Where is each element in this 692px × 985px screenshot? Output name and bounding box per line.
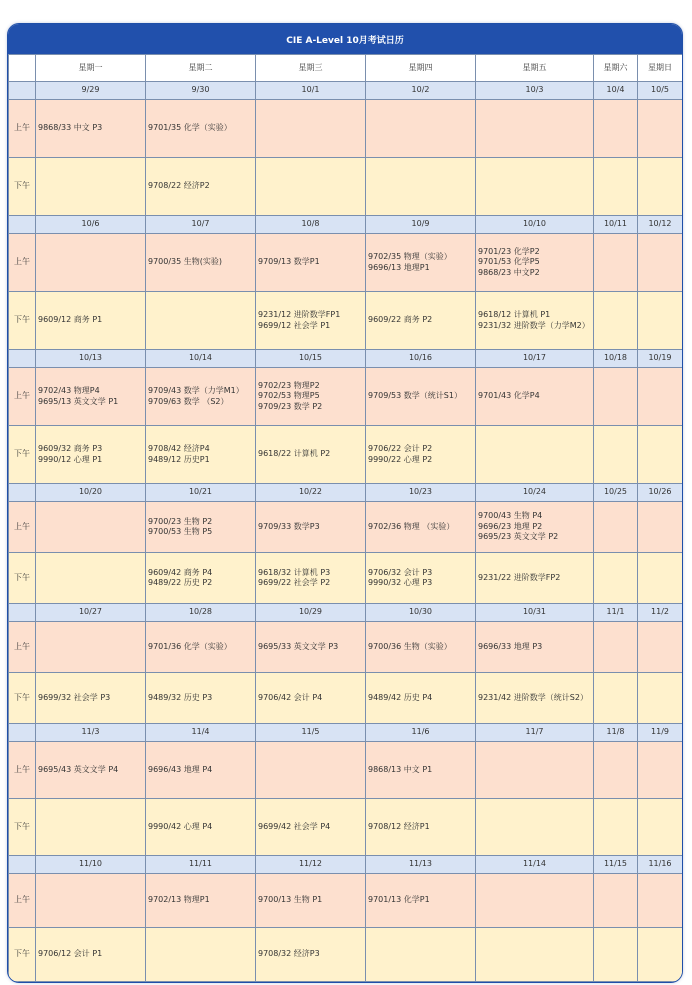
exam-slot bbox=[146, 426, 256, 484]
exam-entry: 9700/43 生物 P4 bbox=[478, 511, 543, 521]
exam-entry: 9990/42 心理 P4 bbox=[148, 821, 213, 831]
date-cell: 10/20 bbox=[36, 484, 146, 502]
morning-label: 上午 bbox=[9, 368, 36, 426]
date-cell: 10/1 bbox=[256, 82, 366, 100]
exam-calendar bbox=[7, 23, 683, 983]
exam-slot bbox=[638, 673, 683, 724]
exam-entry: 9695/13 英文文学 P1 bbox=[38, 396, 119, 406]
exam-entry: 9702/53 物理P5 bbox=[258, 391, 320, 401]
exam-slot bbox=[594, 622, 638, 673]
exam-entry: 9990/32 心理 P3 bbox=[368, 578, 433, 587]
exam-slot bbox=[476, 874, 594, 928]
exam-slot bbox=[36, 553, 146, 604]
week-date-row bbox=[9, 856, 683, 874]
calendar-table bbox=[8, 54, 683, 982]
morning-row bbox=[9, 622, 683, 673]
exam-slot bbox=[146, 553, 256, 604]
date-cell: 10/26 bbox=[638, 484, 683, 502]
exam-slot bbox=[36, 368, 146, 426]
date-row-spacer bbox=[9, 216, 36, 234]
exam-slot bbox=[256, 622, 366, 673]
date-cell: 11/7 bbox=[476, 724, 594, 742]
exam-slot bbox=[638, 799, 683, 856]
exam-slot bbox=[594, 928, 638, 982]
exam-slot bbox=[638, 158, 683, 216]
exam-entry: 9701/23 化学P2 bbox=[478, 246, 540, 256]
exam-entry: 9489/32 历史 P3 bbox=[148, 692, 213, 702]
exam-entry: 9702/35 物理（实验） bbox=[368, 252, 452, 262]
date-cell: 11/6 bbox=[366, 724, 476, 742]
exam-entry: 9706/12 会计 P1 bbox=[38, 949, 103, 959]
exam-slot bbox=[256, 100, 366, 158]
exam-slot bbox=[366, 158, 476, 216]
afternoon-label: 下午 bbox=[9, 158, 36, 216]
date-row-spacer bbox=[9, 484, 36, 502]
exam-entry: 9709/43 数学（力学M1） bbox=[148, 386, 244, 396]
date-cell: 10/19 bbox=[638, 350, 683, 368]
date-cell: 11/16 bbox=[638, 856, 683, 874]
date-cell: 10/30 bbox=[366, 604, 476, 622]
exam-entry: 9702/23 物理P2 bbox=[258, 380, 320, 390]
morning-row bbox=[9, 234, 683, 292]
morning-label: 上午 bbox=[9, 234, 36, 292]
exam-entry: 9709/23 数学 P2 bbox=[258, 401, 323, 411]
exam-slot bbox=[594, 742, 638, 799]
date-row-spacer bbox=[9, 856, 36, 874]
exam-entry: 9709/53 数学（统计S1） bbox=[368, 391, 462, 401]
exam-slot bbox=[256, 234, 366, 292]
date-cell: 10/2 bbox=[366, 82, 476, 100]
week-date-row bbox=[9, 724, 683, 742]
afternoon-label: 下午 bbox=[9, 799, 36, 856]
exam-slot bbox=[476, 799, 594, 856]
date-cell: 10/10 bbox=[476, 216, 594, 234]
date-row-spacer bbox=[9, 82, 36, 100]
date-cell: 11/3 bbox=[36, 724, 146, 742]
exam-slot bbox=[256, 742, 366, 799]
exam-slot bbox=[476, 292, 594, 350]
exam-entry: 9699/12 社会学 P1 bbox=[258, 320, 331, 330]
morning-row bbox=[9, 502, 683, 553]
date-cell: 10/23 bbox=[366, 484, 476, 502]
exam-slot bbox=[476, 234, 594, 292]
weekday-header: 星期日 bbox=[638, 55, 683, 82]
exam-slot bbox=[366, 928, 476, 982]
weekday-header: 星期一 bbox=[36, 55, 146, 82]
exam-entry: 9699/42 社会学 P4 bbox=[258, 821, 331, 831]
exam-entry: 9706/22 会计 P2 bbox=[368, 444, 433, 454]
date-cell: 10/27 bbox=[36, 604, 146, 622]
date-cell: 11/13 bbox=[366, 856, 476, 874]
exam-entry: 9231/32 进阶数学（力学M2） bbox=[478, 320, 590, 330]
exam-entry: 9609/42 商务 P4 bbox=[148, 567, 213, 577]
date-row-spacer bbox=[9, 724, 36, 742]
exam-entry: 9701/13 化学P1 bbox=[368, 895, 430, 905]
exam-entry: 9489/22 历史 P2 bbox=[148, 578, 213, 587]
exam-slot bbox=[146, 799, 256, 856]
date-cell: 11/1 bbox=[594, 604, 638, 622]
exam-entry: 9700/36 生物（实验） bbox=[368, 641, 452, 651]
exam-slot bbox=[366, 874, 476, 928]
exam-slot bbox=[476, 100, 594, 158]
date-cell: 11/4 bbox=[146, 724, 256, 742]
exam-slot bbox=[476, 426, 594, 484]
exam-entry: 9231/22 进阶数学FP2 bbox=[478, 572, 561, 582]
exam-slot bbox=[366, 502, 476, 553]
exam-slot bbox=[146, 742, 256, 799]
exam-slot bbox=[366, 100, 476, 158]
exam-slot bbox=[36, 622, 146, 673]
exam-entry: 9990/22 心理 P2 bbox=[368, 454, 433, 464]
exam-slot bbox=[146, 292, 256, 350]
exam-slot bbox=[638, 426, 683, 484]
exam-slot bbox=[638, 292, 683, 350]
exam-entry: 9609/22 商务 P2 bbox=[368, 315, 433, 325]
afternoon-row bbox=[9, 673, 683, 724]
date-cell: 10/9 bbox=[366, 216, 476, 234]
morning-row bbox=[9, 368, 683, 426]
morning-row bbox=[9, 874, 683, 928]
week-date-row bbox=[9, 350, 683, 368]
exam-entry: 9708/12 经济P1 bbox=[368, 821, 430, 831]
date-cell: 10/7 bbox=[146, 216, 256, 234]
exam-slot bbox=[256, 426, 366, 484]
exam-slot bbox=[638, 874, 683, 928]
exam-entry: 9700/23 生物 P2 bbox=[148, 516, 213, 526]
exam-entry: 9868/33 中文 P3 bbox=[38, 123, 103, 133]
afternoon-label: 下午 bbox=[9, 292, 36, 350]
exam-entry: 9696/13 地理P1 bbox=[368, 262, 430, 272]
exam-entry: 9695/23 英文文学 P2 bbox=[478, 532, 559, 542]
date-cell: 11/8 bbox=[594, 724, 638, 742]
date-cell: 11/5 bbox=[256, 724, 366, 742]
exam-slot bbox=[594, 368, 638, 426]
exam-slot bbox=[256, 158, 366, 216]
date-cell: 11/12 bbox=[256, 856, 366, 874]
exam-slot bbox=[146, 502, 256, 553]
exam-entry: 9700/35 生物(实验) bbox=[148, 257, 223, 267]
exam-entry: 9618/12 计算机 P1 bbox=[478, 310, 551, 320]
weekday-header: 星期五 bbox=[476, 55, 594, 82]
date-cell: 10/29 bbox=[256, 604, 366, 622]
exam-entry: 9695/33 英文文学 P3 bbox=[258, 641, 339, 651]
exam-entry: 9699/22 社会学 P2 bbox=[258, 578, 331, 587]
afternoon-label: 下午 bbox=[9, 426, 36, 484]
exam-slot bbox=[366, 292, 476, 350]
date-cell: 11/9 bbox=[638, 724, 683, 742]
exam-slot bbox=[36, 742, 146, 799]
exam-slot bbox=[594, 100, 638, 158]
exam-entry: 9696/23 地理 P2 bbox=[478, 521, 543, 531]
exam-slot bbox=[638, 502, 683, 553]
exam-entry: 9990/12 心理 P1 bbox=[38, 454, 103, 464]
exam-entry: 9700/53 生物 P5 bbox=[148, 527, 213, 536]
exam-slot bbox=[366, 234, 476, 292]
exam-entry: 9708/22 经济P2 bbox=[148, 181, 210, 191]
exam-slot bbox=[146, 158, 256, 216]
exam-slot bbox=[256, 368, 366, 426]
date-cell: 10/21 bbox=[146, 484, 256, 502]
date-row-spacer bbox=[9, 604, 36, 622]
exam-entry: 9708/32 经济P3 bbox=[258, 949, 320, 959]
exam-entry: 9489/42 历史 P4 bbox=[368, 692, 433, 702]
exam-slot bbox=[256, 799, 366, 856]
exam-slot bbox=[366, 368, 476, 426]
date-cell: 10/11 bbox=[594, 216, 638, 234]
exam-entry: 9706/42 会计 P4 bbox=[258, 692, 323, 702]
exam-slot bbox=[594, 874, 638, 928]
exam-slot bbox=[36, 874, 146, 928]
date-cell: 10/15 bbox=[256, 350, 366, 368]
exam-slot bbox=[256, 673, 366, 724]
exam-entry: 9708/42 经济P4 bbox=[148, 444, 210, 454]
exam-slot bbox=[146, 234, 256, 292]
exam-slot bbox=[476, 928, 594, 982]
exam-entry: 9702/13 物理P1 bbox=[148, 895, 210, 905]
exam-entry: 9231/42 进阶数学（统计S2） bbox=[478, 692, 588, 702]
exam-slot bbox=[638, 622, 683, 673]
exam-entry: 9868/13 中文 P1 bbox=[368, 764, 433, 774]
exam-entry: 9618/22 计算机 P2 bbox=[258, 449, 331, 459]
exam-slot bbox=[594, 673, 638, 724]
date-cell: 11/11 bbox=[146, 856, 256, 874]
date-cell: 10/24 bbox=[476, 484, 594, 502]
exam-entry: 9700/13 生物 P1 bbox=[258, 895, 323, 905]
morning-label: 上午 bbox=[9, 502, 36, 553]
exam-entry: 9709/63 数学 （S2） bbox=[148, 396, 229, 406]
afternoon-label: 下午 bbox=[9, 673, 36, 724]
exam-slot bbox=[638, 553, 683, 604]
exam-slot bbox=[476, 742, 594, 799]
exam-slot bbox=[476, 622, 594, 673]
exam-slot bbox=[638, 742, 683, 799]
exam-slot bbox=[36, 234, 146, 292]
exam-slot bbox=[594, 292, 638, 350]
exam-entry: 9231/12 进阶数学FP1 bbox=[258, 310, 341, 320]
exam-slot bbox=[476, 502, 594, 553]
weekday-header: 星期六 bbox=[594, 55, 638, 82]
exam-slot bbox=[366, 553, 476, 604]
exam-entry: 9702/36 物理 （实验） bbox=[368, 521, 455, 531]
exam-slot bbox=[256, 874, 366, 928]
exam-slot bbox=[36, 100, 146, 158]
exam-entry: 9706/32 会计 P3 bbox=[368, 567, 433, 577]
exam-slot bbox=[594, 234, 638, 292]
date-cell: 10/31 bbox=[476, 604, 594, 622]
exam-slot bbox=[476, 673, 594, 724]
exam-slot bbox=[366, 622, 476, 673]
morning-label: 上午 bbox=[9, 622, 36, 673]
week-date-row bbox=[9, 216, 683, 234]
exam-slot bbox=[594, 502, 638, 553]
exam-slot bbox=[594, 426, 638, 484]
exam-slot bbox=[638, 234, 683, 292]
exam-entry: 9695/43 英文文学 P4 bbox=[38, 764, 119, 774]
afternoon-row bbox=[9, 158, 683, 216]
morning-label: 上午 bbox=[9, 874, 36, 928]
afternoon-row bbox=[9, 928, 683, 982]
date-cell: 9/29 bbox=[36, 82, 146, 100]
exam-slot bbox=[366, 799, 476, 856]
exam-slot bbox=[638, 928, 683, 982]
date-cell: 10/22 bbox=[256, 484, 366, 502]
exam-slot bbox=[146, 368, 256, 426]
exam-slot bbox=[638, 368, 683, 426]
exam-slot bbox=[476, 368, 594, 426]
exam-entry: 9701/36 化学（实验） bbox=[148, 641, 232, 651]
exam-entry: 9696/33 地理 P3 bbox=[478, 641, 543, 651]
date-cell: 10/17 bbox=[476, 350, 594, 368]
exam-entry: 9609/32 商务 P3 bbox=[38, 444, 103, 454]
date-cell: 11/10 bbox=[36, 856, 146, 874]
exam-slot bbox=[594, 553, 638, 604]
exam-slot bbox=[594, 158, 638, 216]
date-cell: 10/5 bbox=[638, 82, 683, 100]
exam-slot bbox=[36, 673, 146, 724]
morning-label: 上午 bbox=[9, 742, 36, 799]
exam-entry: 9696/43 地理 P4 bbox=[148, 764, 213, 774]
exam-slot bbox=[638, 100, 683, 158]
exam-entry: 9701/43 化学P4 bbox=[478, 391, 540, 401]
weekday-header: 星期二 bbox=[146, 55, 256, 82]
exam-slot bbox=[36, 292, 146, 350]
exam-entry: 9618/32 计算机 P3 bbox=[258, 567, 331, 577]
date-cell: 10/4 bbox=[594, 82, 638, 100]
week-date-row bbox=[9, 604, 683, 622]
morning-row bbox=[9, 100, 683, 158]
afternoon-row bbox=[9, 292, 683, 350]
date-cell: 11/15 bbox=[594, 856, 638, 874]
exam-entry: 9699/32 社会学 P3 bbox=[38, 692, 111, 702]
date-cell: 10/25 bbox=[594, 484, 638, 502]
date-cell: 10/13 bbox=[36, 350, 146, 368]
afternoon-row bbox=[9, 426, 683, 484]
afternoon-label: 下午 bbox=[9, 928, 36, 982]
exam-slot bbox=[256, 502, 366, 553]
morning-label: 上午 bbox=[9, 100, 36, 158]
exam-slot bbox=[36, 799, 146, 856]
afternoon-row bbox=[9, 799, 683, 856]
exam-slot bbox=[146, 673, 256, 724]
exam-entry: 9701/53 化学P5 bbox=[478, 257, 540, 267]
weekday-header: 星期四 bbox=[366, 55, 476, 82]
exam-slot bbox=[476, 553, 594, 604]
date-row-spacer bbox=[9, 350, 36, 368]
date-cell: 10/6 bbox=[36, 216, 146, 234]
exam-slot bbox=[366, 426, 476, 484]
exam-slot bbox=[476, 158, 594, 216]
exam-slot bbox=[366, 673, 476, 724]
exam-slot bbox=[146, 100, 256, 158]
afternoon-label: 下午 bbox=[9, 553, 36, 604]
exam-slot bbox=[366, 742, 476, 799]
exam-slot bbox=[146, 874, 256, 928]
afternoon-row bbox=[9, 553, 683, 604]
date-cell: 10/28 bbox=[146, 604, 256, 622]
calendar-body bbox=[9, 55, 683, 982]
exam-entry: 9702/43 物理P4 bbox=[38, 386, 100, 396]
date-cell: 10/8 bbox=[256, 216, 366, 234]
exam-entry: 9709/13 数学P1 bbox=[258, 257, 320, 267]
date-cell: 10/14 bbox=[146, 350, 256, 368]
exam-slot bbox=[36, 928, 146, 982]
exam-slot bbox=[256, 292, 366, 350]
exam-entry: 9868/23 中文P2 bbox=[478, 267, 540, 277]
exam-entry: 9701/35 化学（实验） bbox=[148, 123, 232, 133]
date-cell: 9/30 bbox=[146, 82, 256, 100]
date-cell: 10/12 bbox=[638, 216, 683, 234]
weekday-header-row bbox=[9, 55, 683, 82]
date-cell: 10/16 bbox=[366, 350, 476, 368]
date-cell: 11/14 bbox=[476, 856, 594, 874]
exam-slot bbox=[36, 502, 146, 553]
exam-slot bbox=[146, 928, 256, 982]
exam-entry: 9609/12 商务 P1 bbox=[38, 315, 103, 325]
exam-slot bbox=[594, 799, 638, 856]
corner-cell bbox=[9, 55, 36, 82]
date-cell: 10/3 bbox=[476, 82, 594, 100]
week-date-row bbox=[9, 484, 683, 502]
exam-slot bbox=[36, 426, 146, 484]
exam-slot bbox=[256, 553, 366, 604]
date-cell: 10/18 bbox=[594, 350, 638, 368]
week-date-row bbox=[9, 82, 683, 100]
date-cell: 11/2 bbox=[638, 604, 683, 622]
exam-slot bbox=[36, 158, 146, 216]
calendar-title: CIE A-Level 10月考试日历 bbox=[8, 24, 682, 54]
exam-entry: 9489/12 历史P1 bbox=[148, 454, 210, 464]
morning-row bbox=[9, 742, 683, 799]
exam-slot bbox=[146, 622, 256, 673]
exam-slot bbox=[256, 928, 366, 982]
weekday-header: 星期三 bbox=[256, 55, 366, 82]
exam-entry: 9709/33 数学P3 bbox=[258, 521, 320, 531]
